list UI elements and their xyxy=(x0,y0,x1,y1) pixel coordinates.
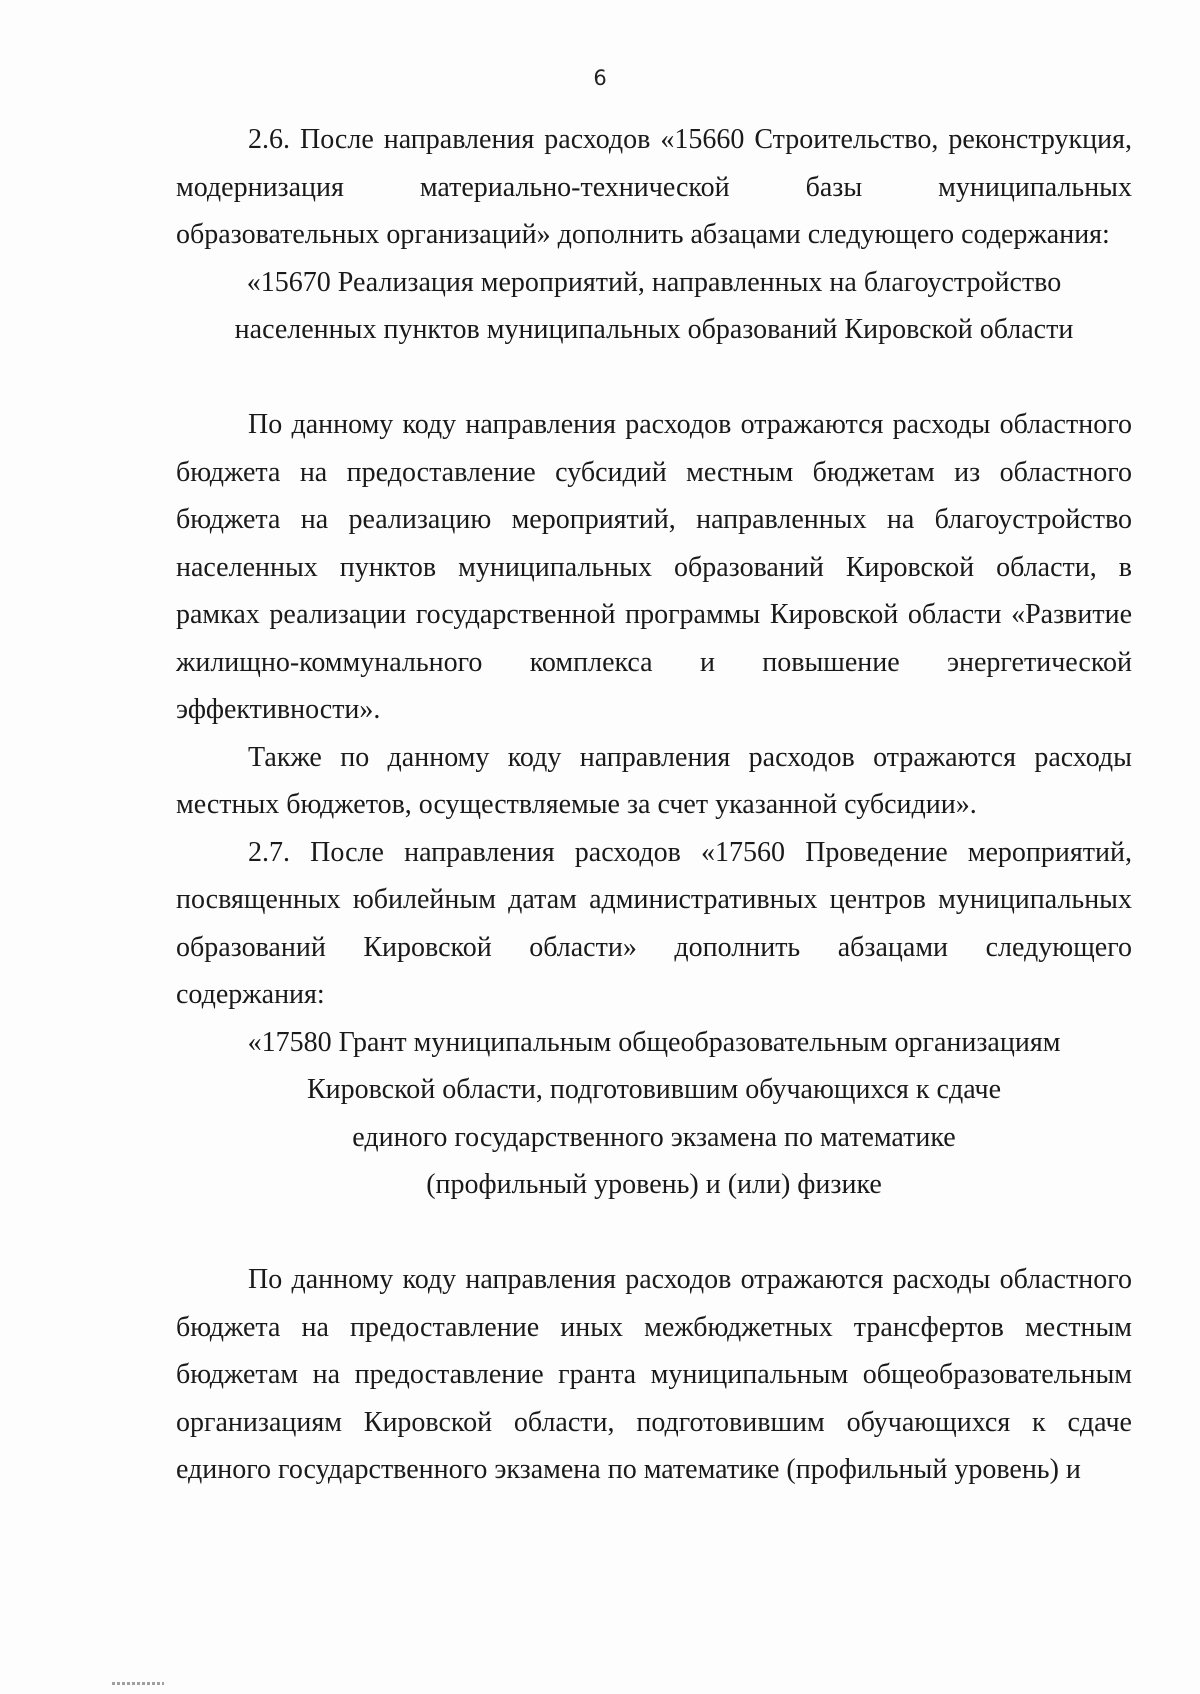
heading-line: «15670 Реализация мероприятий, направленных на благоустройство xyxy=(246,266,1062,298)
page-number: 6 xyxy=(593,66,607,90)
document-body xyxy=(176,116,1132,1494)
section-2-6-intro: 2.6. После направления расходов «15660 Строительство, реконструкция, модернизация материально-технической базы муниципальных образовательных организаций» дополнить абзацами следующего содержания: xyxy=(176,124,1132,250)
section-2-7-heading xyxy=(176,1019,1132,1209)
blank-line xyxy=(176,354,1132,402)
heading-line: «17580 Грант муниципальным общеобразовательным организациям xyxy=(247,1026,1061,1058)
section-2-7-paragraph-1: По данному коду направления расходов отражаются расходы областного бюджета на предоставление иных межбюджетных трансфертов местным бюджетам на предоставление гранта муниципальным общеобразовательным организациям Кировской области, подготовившим обучающихся к сдаче единого государственного экзамена по математике (профильный уровень) и xyxy=(176,1264,1132,1485)
scan-artifact xyxy=(112,1682,164,1685)
section-2-6-paragraph-2: Также по данному коду направления расходов отражаются расходы местных бюджетов, осуществляемые за счет указанной субсидии». xyxy=(176,741,1132,820)
heading-line: населенных пунктов муниципальных образований Кировской области xyxy=(234,314,1074,345)
blank-line xyxy=(176,1209,1132,1257)
heading-line: Кировской области, подготовившим обучающихся к сдаче xyxy=(306,1074,1002,1105)
section-2-7-intro: 2.7. После направления расходов «17560 Проведение мероприятий, посвященных юбилейным датам административных центров муниципальных образований Кировской области» дополнить абзацами следующего содержания: xyxy=(176,836,1132,1010)
section-2-6-heading xyxy=(176,259,1132,354)
heading-line: единого государственного экзамена по математике xyxy=(352,1121,956,1153)
section-2-6-paragraph-1: По данному коду направления расходов отражаются расходы областного бюджета на предоставление субсидий местным бюджетам из областного бюджета на реализацию мероприятий, направленных на благоустройство населенных пунктов муниципальных образований Кировской области, в рамках реализации государственной программы Кировской области «Развитие жилищно-коммунального комплекса и повышение энергетической эффективности». xyxy=(176,409,1132,725)
heading-line: (профильный уровень) и (или) физике xyxy=(426,1169,882,1200)
